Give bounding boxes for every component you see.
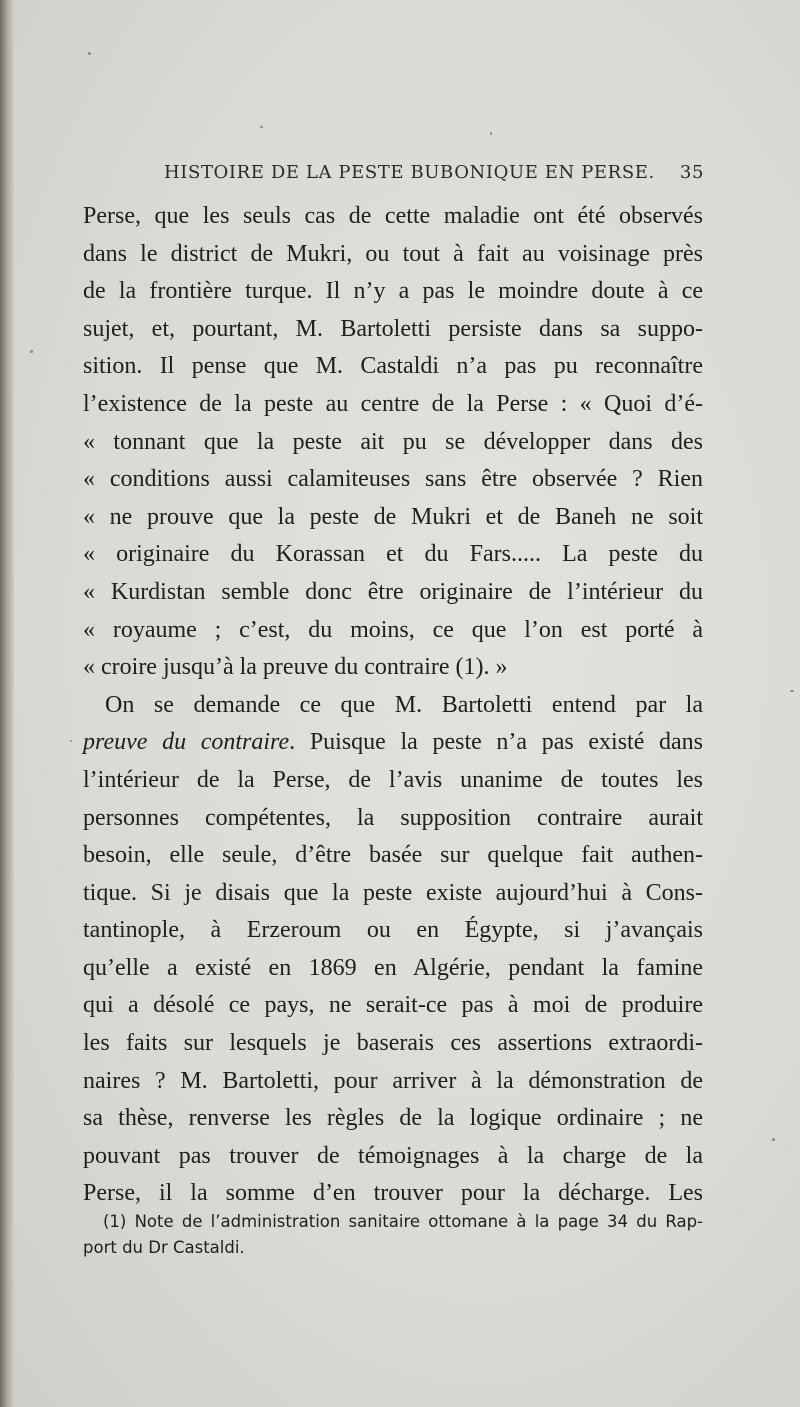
italic-line-rest: . Puisque la peste n’a pas existé dans (289, 729, 703, 756)
text-line: besoin, elle seule, d’être basée sur quelque fait authen- (83, 842, 703, 869)
text-line: Perse, que les seuls cas de cette maladie ont été observés (83, 203, 703, 229)
text-line: naires ? M. Bartoletti, pour arriver à la démonstration de (83, 1067, 703, 1094)
text-line: « tonnant que la peste ait pu se développer dans des (83, 428, 703, 455)
text-line: l’intérieur de la Perse, de l’avis unanime de toutes les (83, 766, 703, 793)
text-line: sa thèse, renverse les règles de la logique ordinaire ; ne (83, 1105, 703, 1132)
running-header (164, 162, 704, 188)
text-line: tique. Si je disais que la peste existe aujourd’hui à Cons- (83, 879, 703, 906)
italic-phrase: preuve du contraire (83, 729, 290, 756)
text-line-with-italic (83, 724, 703, 762)
footnote-line: (1) Note de l’administration sanitaire ottomane à la page 34 du Rap- (103, 1212, 703, 1231)
page-binding-edge (0, 0, 14, 1407)
text-line: dans le district de Mukri, ou tout à fait au voisinage près (83, 240, 703, 267)
paragraph-start-line: On se demande ce que M. Bartoletti entend par la (105, 691, 703, 718)
text-line: « croire jusqu’à la preuve du contraire (1). » (83, 654, 508, 681)
text-line: « conditions aussi calamiteuses sans être observée ? Rien (83, 466, 703, 493)
text-line: sition. Il pense que M. Castaldi n’a pas pu reconnaître (83, 353, 703, 380)
text-line: personnes compétentes, la supposition contraire aurait (83, 804, 703, 831)
text-line: qui a désolé ce pays, ne serait-ce pas à moi de produire (83, 992, 703, 1019)
running-title: HISTOIRE DE LA PESTE BUBONIQUE EN PERSE. (164, 162, 655, 183)
text-line: tantinople, à Erzeroum ou en Égypte, si j’avançais (83, 917, 703, 944)
footnote (83, 1209, 703, 1261)
text-line: « royaume ; c’est, du moins, ce que l’on est porté à (83, 616, 703, 643)
footnote-line: port du Dr Castaldi. (83, 1238, 245, 1257)
text-line: « ne prouve que la peste de Mukri et de Baneh ne soit (83, 503, 703, 530)
text-line: sujet, et, pourtant, M. Bartoletti persiste dans sa suppo- (83, 315, 703, 342)
text-line: l’existence de la peste au centre de la Perse : « Quoi d’é- (83, 390, 703, 417)
text-line: « Kurdistan semble donc être originaire de l’intérieur du (83, 578, 703, 605)
text-line: de la frontière turque. Il n’y a pas le moindre doute à ce (83, 278, 703, 305)
page-number: 35 (679, 162, 704, 183)
text-line: pouvant pas trouver de témoignages à la charge de la (83, 1142, 703, 1169)
text-line: « originaire du Korassan et du Fars..... La peste du (83, 541, 703, 568)
text-line: Perse, il la somme d’en trouver pour la décharge. Les (83, 1180, 703, 1207)
body-text (83, 198, 703, 1213)
text-line: les faits sur lesquels je baserais ces assertions extraordi- (83, 1030, 703, 1057)
text-line: qu’elle a existé en 1869 en Algérie, pendant la famine (83, 954, 703, 981)
